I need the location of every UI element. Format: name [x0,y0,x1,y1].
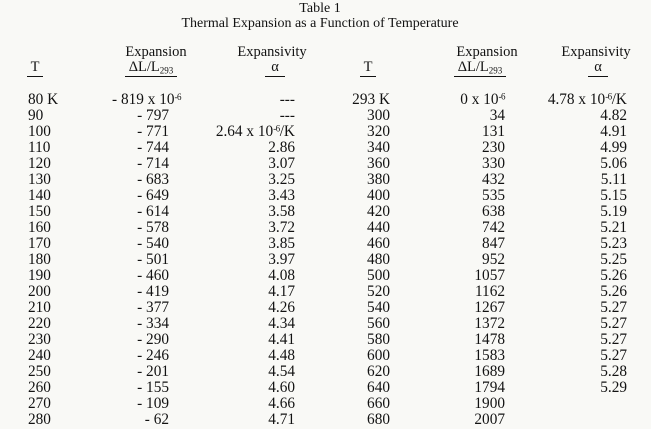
cell-left-expansion: - 819 x $10^{-6}$ [112,91,181,108]
cell-left-expansivity: 3.25 [268,171,295,188]
cell-right-expansion: 847 [482,235,505,252]
cell-left-temperature: 240 [28,347,51,364]
cell-right-expansivity: 5.27 [600,347,627,364]
cell-left-expansion: - 246 [137,347,169,364]
cell-right-expansion: 131 [482,123,505,140]
cell-right-temperature: 360 [367,155,390,172]
cell-right-expansion: 1583 [474,347,505,364]
cell-right-expansion: 1794 [474,379,505,396]
cell-left-expansion: - 501 [137,251,169,268]
cell-left-temperature: 200 [28,283,51,300]
cell-left-expansion: - 334 [137,315,169,332]
cell-left-expansion: - 290 [137,331,169,348]
cell-left-temperature: 250 [28,363,51,380]
cell-right-temperature: 580 [367,331,390,348]
cell-left-expansivity: 2.64 x $10^{-6}/K$ [215,123,295,140]
cell-left-expansivity: 3.58 [268,203,295,220]
cell-left-expansivity: 4.34 [268,315,295,332]
cell-right-expansivity: 5.27 [600,299,627,316]
cell-right-expansion: 952 [482,251,505,268]
cell-left-expansion: - 540 [137,235,169,252]
cell-right-expansivity: 5.06 [600,155,627,172]
cell-left-expansion: - 771 [137,123,169,140]
cell-left-expansivity: 3.72 [268,219,295,236]
cell-right-temperature: 440 [367,219,390,236]
cell-left-expansivity: 4.17 [268,283,295,300]
table-subtitle: Thermal Expansion as a Function of Temperature [181,16,459,31]
cell-right-temperature: 620 [367,363,390,380]
cell-left-temperature: 230 [28,331,51,348]
cell-right-expansion: 1162 [474,283,505,300]
header-t-label: T [27,60,44,77]
cell-left-expansion: - 62 [144,411,169,428]
cell-right-expansion: 230 [482,139,505,156]
cell-left-expansivity: 4.26 [268,299,295,316]
cell-right-expansion: 1900 [474,395,505,412]
cell-left-expansivity: 4.71 [268,411,295,428]
cell-left-expansivity: 4.54 [268,363,295,380]
cell-right-expansivity: 5.26 [600,267,627,284]
cell-left-expansivity: 4.66 [268,395,295,412]
cell-right-expansion: 432 [482,171,505,188]
cell-left-expansion: - 377 [137,299,169,316]
cell-left-expansivity: 4.60 [268,379,295,396]
cell-right-temperature: 400 [367,187,390,204]
cell-right-expansivity [505,412,627,428]
cell-right-expansion: 1057 [474,267,505,284]
cell-right-expansivity: 4.99 [600,139,627,156]
header-dl-label: $\Delta L/L_{293}$ [125,60,178,77]
cell-right-expansivity: 5.28 [600,363,627,380]
cell-right-temperature: 293 K [352,91,390,108]
cell-left-expansion: - 797 [137,107,169,124]
cell-right-temperature: 380 [367,171,390,188]
cell-left-temperature: 180 [28,251,51,268]
cell-left-temperature: 160 [28,219,51,236]
cell-right-temperature: 560 [367,315,390,332]
cell-right-temperature: 460 [367,235,390,252]
cell-left-temperature: 150 [28,203,51,220]
cell-right-temperature: 520 [367,283,390,300]
cell-left-expansivity: 2.86 [268,139,295,156]
cell-right-expansion: 34 [489,107,505,124]
header-alpha-label: α [265,60,285,77]
cell-right-expansion: 1372 [474,315,505,332]
cell-left-expansion: - 714 [137,155,169,172]
cell-left-expansion: - 419 [137,283,169,300]
cell-right-expansivity: 5.27 [600,331,627,348]
cell-right-expansivity: 4.91 [600,123,627,140]
header-expansivity-sub-right [558,60,638,77]
cell-left-temperature: 170 [28,235,51,252]
cell-left-expansion: - 744 [137,139,169,156]
header-alpha-label: α [588,60,608,77]
cell-left-expansivity: 3.43 [268,187,295,204]
cell-right-expansion: 2007 [474,411,505,428]
cell-right-temperature: 300 [367,107,390,124]
cell-left-temperature: 140 [28,187,51,204]
cell-right-expansivity: 5.21 [600,219,627,236]
cell-right-expansivity: 5.27 [600,315,627,332]
cell-left-expansion: - 683 [137,171,169,188]
cell-right-expansivity: 4.78 x $10^{-6}/K$ [547,91,627,108]
cell-left-temperature: 110 [28,139,51,156]
cell-left-expansivity: --- [279,107,295,124]
cell-left-expansivity: 4.48 [268,347,295,364]
header-expansion-sub-right [430,60,530,77]
cell-right-expansion: 330 [482,155,505,172]
header-expansivity-left: Expansivity [237,44,307,60]
cell-right-expansivity: 5.11 [600,171,627,188]
cell-left-temperature: 100 [28,123,51,140]
cell-right-temperature: 320 [367,123,390,140]
cell-right-expansivity: 5.25 [600,251,627,268]
cell-right-temperature: 420 [367,203,390,220]
cell-left-temperature: 210 [28,299,51,316]
header-expansivity-sub-left [235,60,315,77]
cell-left-expansivity: 4.08 [268,267,295,284]
cell-left-temperature: 90 [28,107,44,124]
cell-left-expansion: - 155 [137,379,169,396]
cell-right-expansion: 742 [482,219,505,236]
data-grid [0,92,627,428]
cell-left-temperature: 260 [28,379,51,396]
cell-left-expansion: - 614 [137,203,169,220]
cell-right-expansivity: 5.19 [600,203,627,220]
cell-right-expansivity: 5.26 [600,283,627,300]
cell-right-temperature: 600 [367,347,390,364]
header-expansion-left: Expansion [125,44,187,60]
cell-left-expansion: - 201 [137,363,169,380]
cell-left-temperature: 270 [28,395,51,412]
cell-right-expansion: 0 x $10^{-6}$ [460,91,505,108]
cell-right-expansivity: 5.15 [600,187,627,204]
header-dl-label: $\Delta L/L_{293}$ [454,60,507,77]
cell-right-temperature: 340 [367,139,390,156]
cell-left-expansivity: --- [279,91,295,108]
header-temperature-left [15,60,55,77]
cell-left-temperature: 80 K [28,91,59,108]
cell-left-expansivity: 3.97 [268,251,295,268]
cell-right-expansion: 535 [482,187,505,204]
cell-right-expansivity [505,396,627,412]
cell-right-expansivity: 5.23 [600,235,627,252]
cell-left-expansivity: 3.85 [268,235,295,252]
cell-left-expansion: - 578 [137,219,169,236]
cell-left-temperature: 220 [28,315,51,332]
cell-left-temperature: 190 [28,267,51,284]
cell-right-temperature: 540 [367,299,390,316]
cell-left-temperature: 280 [28,411,51,428]
cell-left-temperature: 120 [28,155,51,172]
cell-right-temperature: 480 [367,251,390,268]
cell-right-expansivity: 5.29 [600,379,627,396]
cell-right-temperature: 660 [367,395,390,412]
cell-left-temperature: 130 [28,171,51,188]
header-temperature-right [348,60,388,77]
cell-left-expansion: - 109 [137,395,169,412]
cell-left-expansion: - 460 [137,267,169,284]
cell-right-expansion: 1478 [474,331,505,348]
cell-left-expansion: - 649 [137,187,169,204]
table-title: Table 1 [299,1,341,16]
cell-left-expansivity: 4.41 [268,331,295,348]
cell-right-temperature: 680 [367,411,390,428]
cell-right-expansivity: 4.82 [600,107,627,124]
cell-right-temperature: 500 [367,267,390,284]
cell-right-expansion: 638 [482,203,505,220]
cell-right-expansion: 1267 [474,299,505,316]
header-expansivity-right: Expansivity [561,44,631,60]
cell-right-temperature: 640 [367,379,390,396]
header-expansion-sub-left [101,60,201,77]
cell-right-expansion: 1689 [474,363,505,380]
header-expansion-right: Expansion [456,44,518,60]
cell-left-expansivity: 3.07 [268,155,295,172]
header-t-label: T [360,60,377,77]
